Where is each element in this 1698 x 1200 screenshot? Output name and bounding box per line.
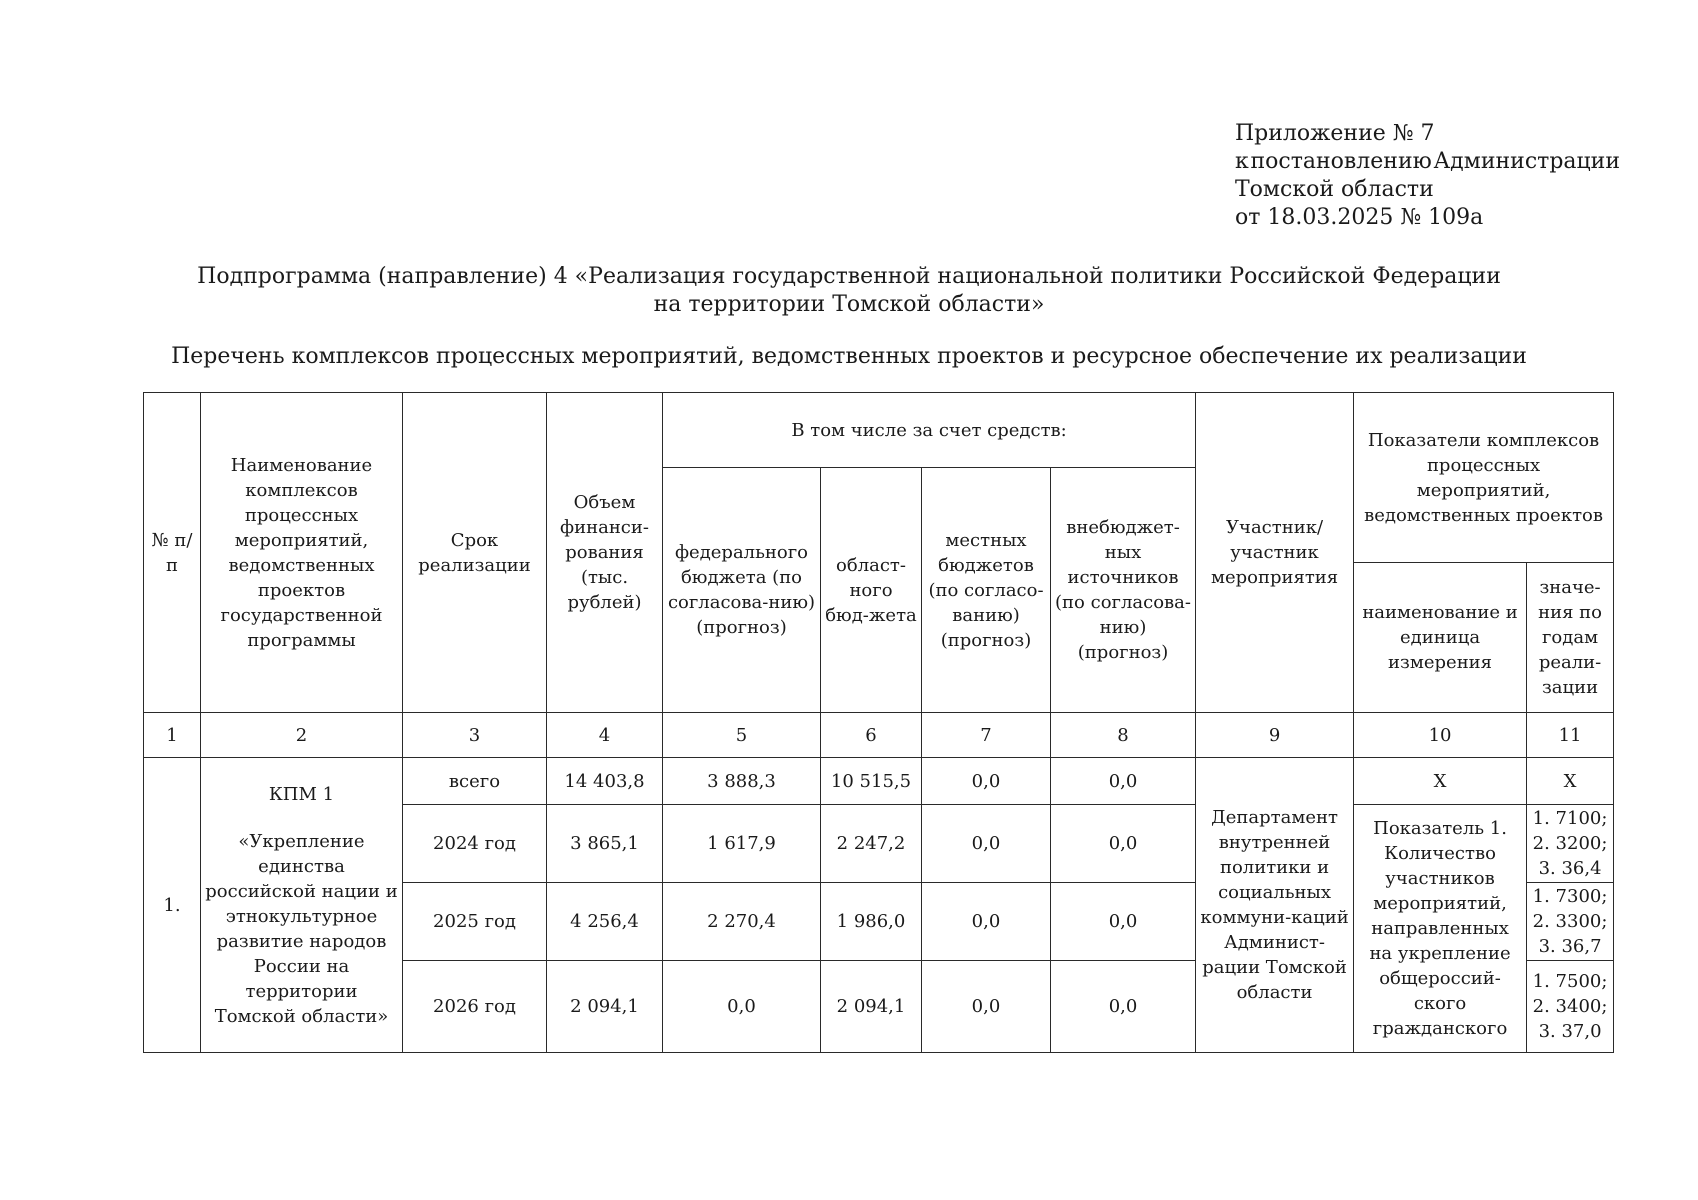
local-cell: 0,0	[922, 805, 1051, 883]
indicator-value: 2. 3200;	[1532, 833, 1608, 854]
header-volume: Объем финанси-рования (тыс. рублей)	[547, 393, 663, 713]
title-line-1: Подпрограмма (направление) 4 «Реализация государственной национальной политики Российской Федерации	[197, 264, 1501, 289]
term-cell: 2026 год	[403, 961, 547, 1053]
appendix-word: постановлению	[1250, 149, 1432, 174]
header-indicator-values: значе-ния по годам реали-зации	[1527, 563, 1614, 713]
title-line-2: на территории Томской области»	[653, 292, 1045, 317]
extra-cell: 0,0	[1051, 961, 1196, 1053]
indicator-value: 1. 7100;	[1532, 808, 1608, 829]
federal-cell: 2 270,4	[663, 883, 821, 961]
indicator-values-cell	[1527, 883, 1614, 961]
header-name: Наименование комплексов процессных мероприятий, ведомственных проектов государственной программы	[201, 393, 403, 713]
volume-cell: 14 403,8	[547, 758, 663, 805]
column-number: 2	[201, 713, 403, 758]
indicator-value: 1. 7500;	[1532, 971, 1608, 992]
header-extra: внебюджет-ных источников (по согласова-нию) (прогноз)	[1051, 468, 1196, 713]
indicator-value: 3. 36,4	[1538, 858, 1602, 879]
term-cell: всего	[403, 758, 547, 805]
volume-cell: 4 256,4	[547, 883, 663, 961]
indicator-value: 1. 7300;	[1532, 886, 1608, 907]
federal-cell: 0,0	[663, 961, 821, 1053]
local-cell: 0,0	[922, 961, 1051, 1053]
volume-cell: 3 865,1	[547, 805, 663, 883]
extra-cell: 0,0	[1051, 805, 1196, 883]
indicator-value: 3. 37,0	[1538, 1021, 1602, 1042]
indicator-value: 2. 3400;	[1532, 996, 1608, 1017]
appendix-title: Приложение № 7	[1235, 121, 1435, 146]
column-number-row	[144, 713, 1614, 758]
appendix-line-3: Томской области	[1235, 177, 1434, 202]
federal-cell: 3 888,3	[663, 758, 821, 805]
header-row-1	[144, 393, 1614, 468]
term-cell: 2024 год	[403, 805, 547, 883]
local-cell: 0,0	[922, 883, 1051, 961]
row-number: 1.	[144, 758, 201, 1053]
indicator-values-cell	[1527, 961, 1614, 1053]
table-row-total	[144, 758, 1614, 805]
indicator-x-cell: X	[1354, 758, 1527, 805]
column-number: 8	[1051, 713, 1196, 758]
header-including: В том числе за счет средств:	[663, 393, 1196, 468]
regional-cell: 2 094,1	[821, 961, 922, 1053]
header-indicators: Показатели комплексов процессных мероприятий, ведомственных проектов	[1354, 393, 1614, 563]
extra-cell: 0,0	[1051, 758, 1196, 805]
indicator-name-cell: Показатель 1. Количество участников мероприятий, направленных на укрепление общероссий-ского гражданского	[1354, 805, 1527, 1053]
column-number: 11	[1527, 713, 1614, 758]
appendix-date-number: от 18.03.2025 № 109а	[1235, 205, 1484, 230]
appendix-line-2	[1235, 148, 1620, 176]
column-number: 9	[1196, 713, 1354, 758]
indicator-value: 2. 3300;	[1532, 911, 1608, 932]
appendix-block	[1235, 120, 1620, 232]
indicator-values-cell	[1527, 805, 1614, 883]
header-term: Срок реализации	[403, 393, 547, 713]
indicator-value: 3. 36,7	[1538, 936, 1602, 957]
volume-cell: 2 094,1	[547, 961, 663, 1053]
header-local: местных бюджетов (по согласо-ванию) (прогноз)	[922, 468, 1051, 713]
appendix-word: к	[1235, 149, 1249, 174]
document-title	[0, 263, 1698, 319]
resource-table	[143, 392, 1614, 1053]
kpm-name-cell	[201, 758, 403, 1053]
kpm-label: КПМ 1	[268, 783, 335, 805]
header-indicator-name: наименование и единица измерения	[1354, 563, 1527, 713]
column-number: 1	[144, 713, 201, 758]
appendix-word: Администрации	[1433, 149, 1620, 174]
regional-cell: 10 515,5	[821, 758, 922, 805]
federal-cell: 1 617,9	[663, 805, 821, 883]
column-number: 5	[663, 713, 821, 758]
kpm-title: «Укрепление единства российской нации и этнокультурное развитие народов России на территории Томской области»	[205, 830, 398, 1027]
regional-cell: 2 247,2	[821, 805, 922, 883]
header-federal: федерального бюджета (по согласова-нию) (прогноз)	[663, 468, 821, 713]
column-number: 3	[403, 713, 547, 758]
local-cell: 0,0	[922, 758, 1051, 805]
term-cell: 2025 год	[403, 883, 547, 961]
header-participant: Участник/ участник мероприятия	[1196, 393, 1354, 713]
column-number: 6	[821, 713, 922, 758]
participant-cell: Департамент внутренней политики и социальных коммуни-каций Админист-рации Томской области	[1196, 758, 1354, 1053]
column-number: 10	[1354, 713, 1527, 758]
header-num: № п/п	[144, 393, 201, 713]
column-number: 4	[547, 713, 663, 758]
document-subtitle: Перечень комплексов процессных мероприятий, ведомственных проектов и ресурсное обеспечение их реализации	[171, 344, 1527, 369]
values-x-cell: X	[1527, 758, 1614, 805]
header-regional: област-ного бюд-жета	[821, 468, 922, 713]
regional-cell: 1 986,0	[821, 883, 922, 961]
extra-cell: 0,0	[1051, 883, 1196, 961]
column-number: 7	[922, 713, 1051, 758]
